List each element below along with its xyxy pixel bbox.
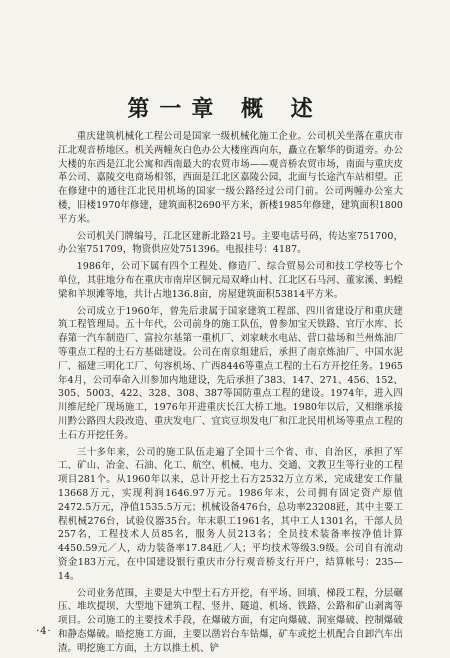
paragraph-company-location: 重庆建筑机械化工程公司是国家一级机械化施工企业。公司机关坐落在重庆市江北观音桥地区。机关两幢灰白色办公大楼座西向东，矗立在繁华的街道旁。办公大楼的东西是江北公寓和西南最大的农贸市场——观音桥农贸市场，南面与重庆皮革公司、嘉陵交电商场相邻，西面是江北区嘉陵公园，北面与长途汽车站相望。正在修建中的通往江北民用机场的国家一级公路经过公司门前。公司两幢办公室大楼，旧楼1970年修建，建筑面积2690平方米，新楼1985年修建，建筑面积1800平方米。 (58, 131, 403, 225)
paragraph-achievements: 三十多年来，公司的施工队伍走遍了全国十三个省、市、自治区，承担了军工、矿山、冶金、石油、化工、航空、机械、电力、交通、文教卫生等行业的工程项目281个。从1960年以来，总计开挖土石方2532万立方米，完成建安工作量13668万元，实现利润1646.97万元。1986年末，公司拥有固定资产原值2472.5万元，净值1535.5万元；机械设备476台，总功率23208瓩，其中主要工程机械276台，试验仪器35台。年末职工1961名，其中工人1301名，干部人员257名，工程技术人员85名，服务人员213名；全员技术装备率按净值计算4450.59元／人，动力装备率17.84瓩／人；平均技术等级3.9级。公司自有流动资金183万元，在中国建设银行重庆市分行观音桥支行开户，结算帐号：235—14。 (58, 446, 403, 582)
chapter-body (58, 130, 403, 658)
paragraph-business-scope: 公司业务范围，主要是大中型土石方开挖，有平场、回填、梯段工程，分层碾压、堆坎提坝、大型地下建筑工程、竖井、隧道、机场、铁路、公路和矿山剥离等项目。公司施工的主要技术手段，在爆破方面，有定向爆破、洞室爆破、控制爆破和静态爆破。暗挖施工方面，主要以凿岩台车钻爆，矿车或挖土机配合自卸汽车出渣。明挖施工方面，土方以推土机、铲 (58, 587, 403, 654)
paragraph-contact-info: 公司机关门牌编号，江北区建新北路21号。主要电话号码，传达室751700，办公室751709，物资供应处751396。电报挂号：4187。 (58, 230, 403, 256)
page-number: ·4· (36, 626, 52, 637)
chapter-title: 第一章 概 述 (127, 96, 323, 122)
paragraph-subsidiaries: 1986年，公司下属有四个工程处、修造厂、综合贸易公司和技工学校等七个单位，其驻地分布在重庆市南岸区铜元局双峰山村、江北区石马河、董家溪、蚂蝗梁和羊坝滩等地，共计占地136.8亩，房屋建筑面积53814平方米。 (58, 261, 403, 300)
paragraph-history: 公司成立于1960年，曾先后隶属于国家建筑工程部、四川省建设厅和重庆建筑工程管理局。五十年代，公司前身的施工队伍，曾参加宝天铁路、官厅水库、长春第一汽车制造厂、富拉尔基第一重机厂、刘家峡水电站、营口盐场和兰州炼油厂等重点工程的土石方基础建设。公司在南京组建后，承担了南京炼油厂、中国水泥厂、福建三明化工厂、句容机场、广西8446等重点工程的土石方开挖任务。1965年4月，公司奉命入川参加内地建设，先后承担了383、147、271、456、152、305、5003、422、328、308、387等国防重点工程的建设。1974年，进入四川维尼纶厂现场施工，1976年开进重庆长江大桥工地。1980年以后，又相继承接川黔公路四大段改造、重庆发电厂、宜宾豆坝发电厂和江北民用机场等重点工程的土石方开挖任务。 (58, 305, 403, 441)
